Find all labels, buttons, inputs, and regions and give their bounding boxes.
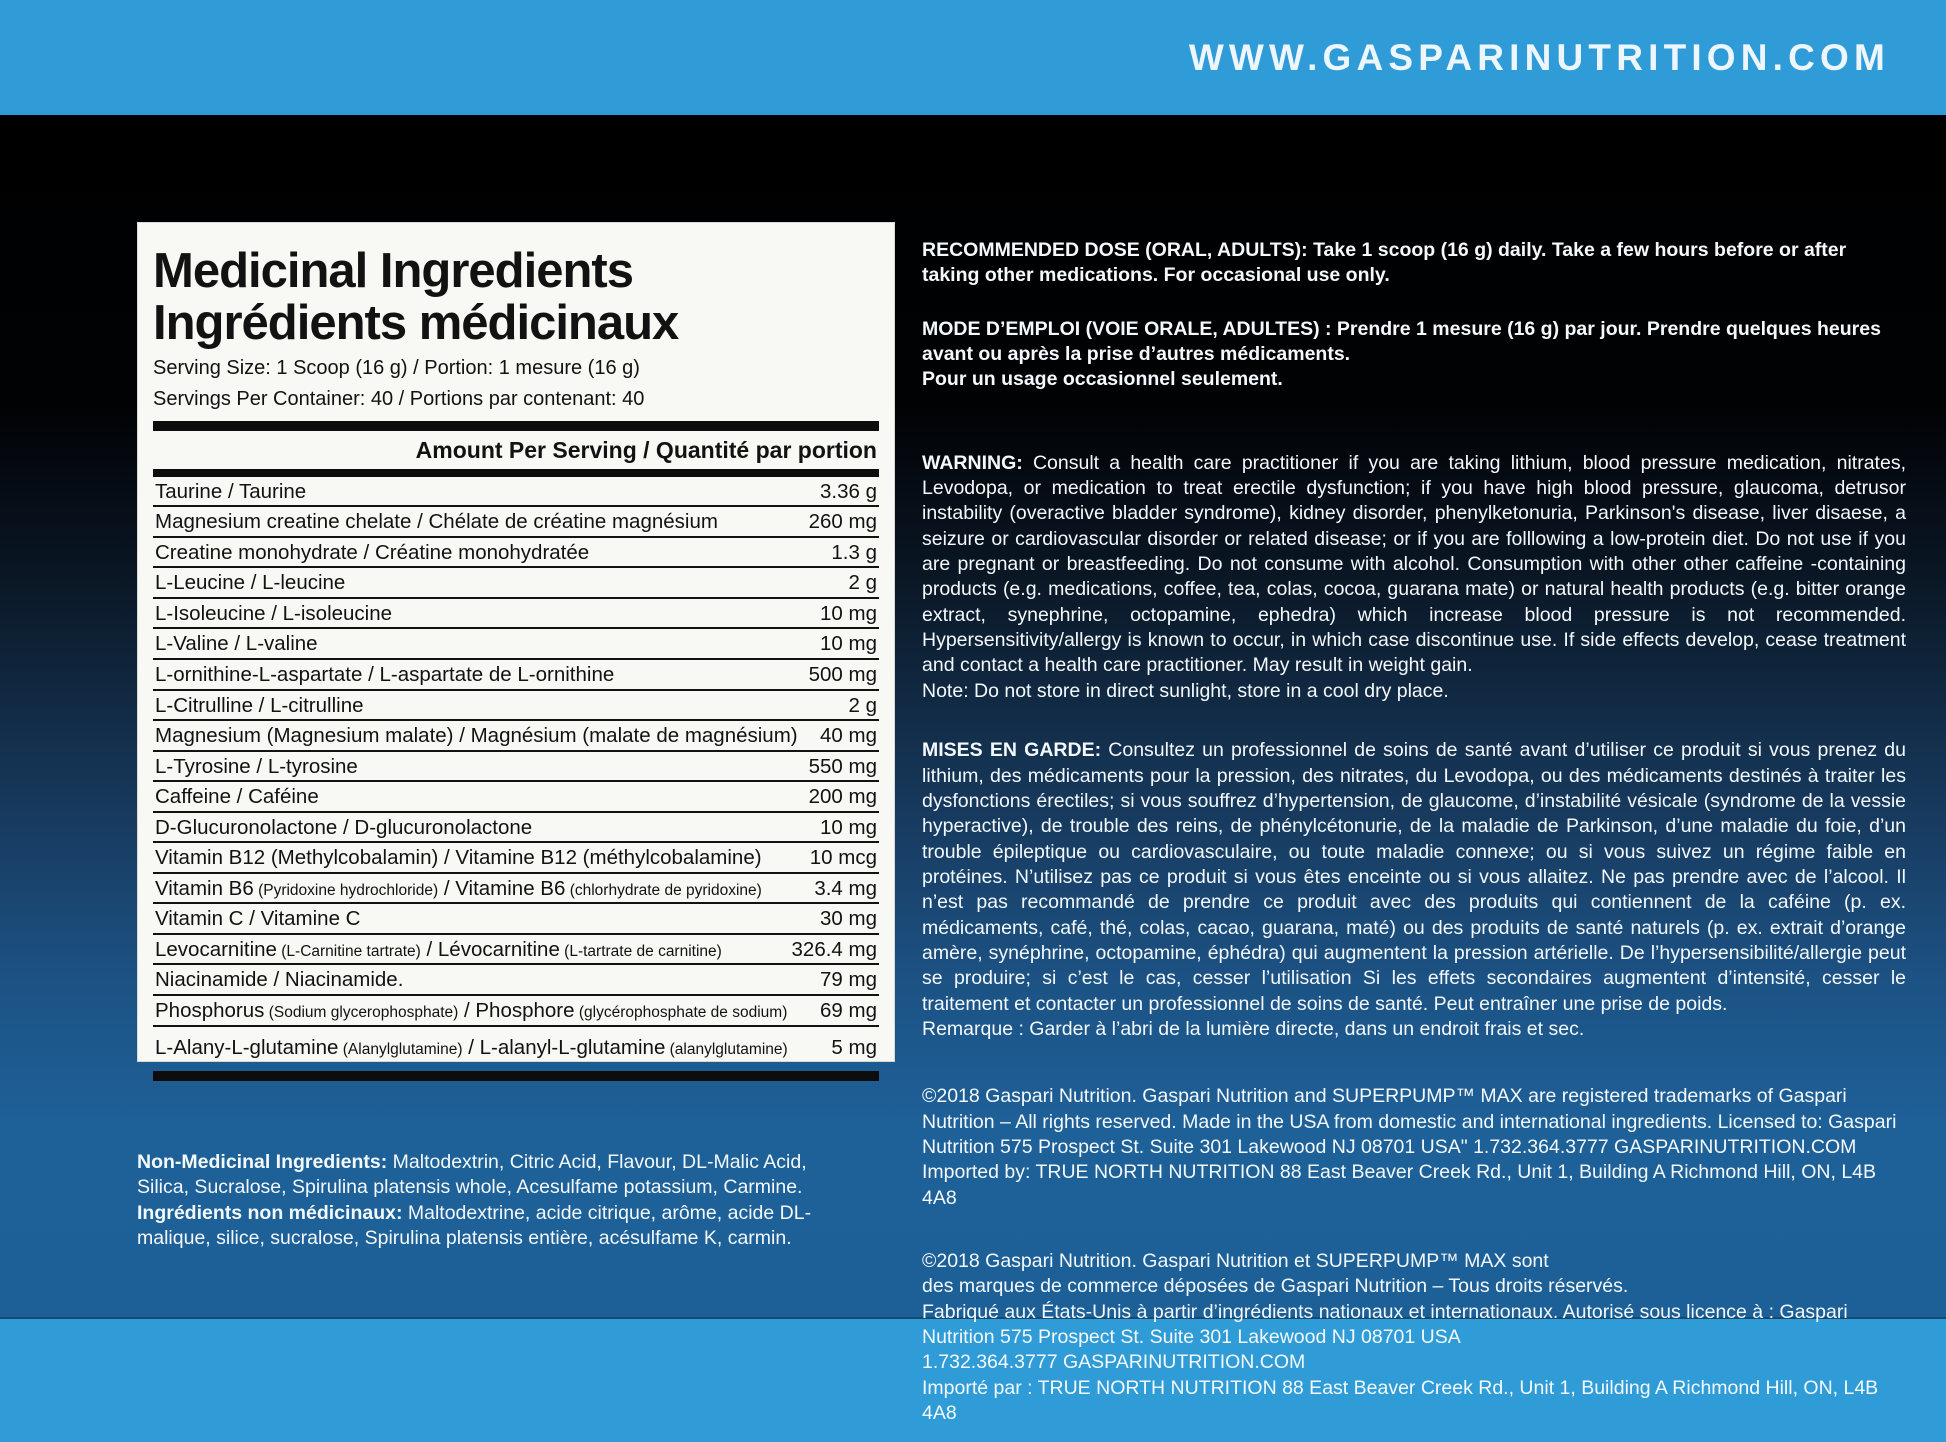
- ingredient-name: L-Leucine / L-leucine: [155, 571, 346, 595]
- recommended-dose-fr: [922, 317, 1906, 393]
- copyright-line: ©2018 Gaspari Nutrition. Gaspari Nutrition et SUPERPUMP™ MAX sont: [922, 1250, 1549, 1272]
- table-row: [153, 752, 879, 783]
- recommended-dose-en-text: Take 1 scoop (16 g) daily. Take a few hours before or after taking other medications. For occasional use only.: [922, 239, 1847, 287]
- ingredient-note: (glycérophosphate de sodium): [574, 1004, 788, 1022]
- copyright-line: Fabriqué aux États-Unis à partir d’ingrédients nationaux et internationaux. Autorisé sous licence à : Gaspari: [922, 1300, 1848, 1323]
- right-column: [922, 238, 1906, 1426]
- panel-title-fr: Ingrédients médicinaux: [153, 295, 679, 350]
- ingredient-amount: 69 mg: [820, 999, 877, 1023]
- ingredient-amount: 500 mg: [808, 663, 877, 686]
- ingredient-note: (alanylglutamine): [665, 1040, 788, 1058]
- ingredient-amount: 10 mcg: [809, 846, 877, 870]
- ingredient-amount: 200 mg: [808, 785, 877, 809]
- recommended-dose-fr-text: Prendre 1 mesure (16 g) par jour. Prendre quelques heures avant ou après la prise d’autres médicaments.: [922, 317, 1881, 366]
- ingredient-amount: 3.4 mg: [814, 876, 877, 900]
- top-banner: [0, 0, 1946, 115]
- ingredient-amount: 10 mg: [820, 815, 877, 839]
- table-row: [153, 691, 879, 722]
- amount-per-serving-header: Amount Per Serving / Quantité par portion: [415, 436, 877, 463]
- ingredient-name: Phosphorus (Sodium glycerophosphate) / Phosphore (glycérophosphate de sodium): [155, 999, 788, 1023]
- ingredient-amount: 30 mg: [820, 907, 877, 931]
- ingredient-amount: 550 mg: [808, 754, 877, 778]
- ingredient-amount: 1.3 g: [831, 540, 877, 564]
- table-row: [153, 568, 879, 599]
- ingredient-name: Caffeine / Caféine: [155, 785, 319, 809]
- serving-size: Serving Size: 1 Scoop (16 g) / Portion: 1 mesure (16 g): [153, 356, 640, 379]
- copyright-line: Importé par : TRUE NORTH NUTRITION 88 East Beaver Creek Rd., Unit 1, Building A Richmond Hill, ON, L4B 4A8: [922, 1376, 1879, 1425]
- warning-fr-note: Remarque : Garder à l’abri de la lumière directe, dans un endroit frais et sec.: [922, 1017, 1585, 1040]
- table-row: [153, 1027, 879, 1068]
- copyright-fr: [922, 1249, 1906, 1426]
- ingredient-name: Vitamin C / Vitamine C: [155, 907, 361, 931]
- ingredient-name: Magnesium (Magnesium malate) / Magnésium (malate de magnésium): [155, 724, 798, 748]
- ingredient-amount: 2 g: [848, 571, 877, 595]
- table-row: [153, 996, 879, 1027]
- table-row: [153, 477, 879, 508]
- ingredient-name: D-Glucuronolactone / D-glucuronolactone: [155, 815, 533, 839]
- table-row: [153, 965, 879, 996]
- copyright-en: [922, 1084, 1906, 1211]
- ingredient-name: L-ornithine-L-aspartate / L-aspartate de L-ornithine: [155, 663, 615, 686]
- warning-en: [922, 451, 1906, 704]
- non-medicinal-fr-label: Ingrédients non médicinaux:: [137, 1201, 403, 1224]
- recommended-dose-fr-line2: Pour un usage occasionnel seulement.: [922, 368, 1283, 391]
- ingredient-name: L-Isoleucine / L-isoleucine: [155, 601, 393, 625]
- ingredient-note: (Pyridoxine hydrochloride): [253, 881, 439, 899]
- divider-bar-bottom: [153, 1071, 879, 1081]
- warning-fr-text: Consultez un professionnel de soins de santé avant d’utiliser ce produit si vous prenez du lithium, des médicaments pour la pression, des nitrates, du Levodopa, ou des médicaments destinés à traiter les dysfonctions érectiles; si vous souffrez d’hypertension, de glaucome, d’instabilité vésicale (syndrome de la vessie hyperactive), de trouble des reins, de phénylcétonurie, de la maladie de Parkinson, d’une maladie du foie, d’un trouble épileptique ou cardiovasculaire, ou toute maladie connexe; ou si vous suivez un régime faible en protéines. N’utilisez pas ce produit si vous êtes enceinte ou si vous allaitez. Ne pas prendre avec de l’alcool. Il n’est pas recommandé de prendre ce produit avec des produits qui contiennent de la caféine (p. ex. médicaments, café, thé, colas, cacao, guarana, maté) ou des produits de santé naturels (p. ex. extrait d’orange amère, synéphrine, octopamine, éphédra) qui augmentent la pression artérielle. De l’hypersensibilité/allergie peut se produire; si c’est le cas, cesser l’utilisation Si les effets secondaires augmentent d’intensité, cesser le traitement et contacter un professionnel de soins de santé. Peut entraîner une prise de poids.: [922, 739, 1906, 1015]
- ingredient-amount: 79 mg: [820, 968, 877, 992]
- ingredient-amount: 326.4 mg: [791, 937, 877, 961]
- warning-fr: [922, 738, 1906, 1042]
- recommended-dose-en: [922, 238, 1906, 289]
- ingredient-amount: 10 mg: [820, 601, 877, 625]
- table-row: [153, 599, 879, 630]
- copyright-line: Imported by: TRUE NORTH NUTRITION 88 East Beaver Creek Rd., Unit 1, Building A Richmond Hill, ON, L4B 4A8: [922, 1161, 1877, 1209]
- ingredient-amount: 260 mg: [808, 510, 877, 534]
- panel-title-en: Medicinal Ingredients: [153, 244, 633, 298]
- ingredient-amount: 10 mg: [820, 632, 877, 656]
- medicinal-ingredients-panel: [137, 222, 895, 1062]
- table-row: [153, 904, 879, 935]
- recommended-dose-en-label: RECOMMENDED DOSE (ORAL, ADULTS):: [922, 239, 1308, 261]
- copyright-line: ©2018 Gaspari Nutrition. Gaspari Nutrition and SUPERPUMP™ MAX are registered trademarks of Gaspari: [922, 1085, 1847, 1108]
- non-medicinal-fr-text: Maltodextrine, acide citrique, arôme, acide DL-malique, silice, sucralose, Spirulina platensis entière, acésulfame K, carmin.: [137, 1201, 812, 1250]
- ingredient-name: Levocarnitine (L-Carnitine tartrate) / Lévocarnitine (L-tartrate de carnitine): [155, 937, 722, 961]
- ingredient-name: L-Alany-L-glutamine (Alanylglutamine) / L-alanyl-L-glutamine (alanylglutamine): [155, 1035, 788, 1059]
- ingredient-amount: 40 mg: [820, 724, 877, 748]
- ingredient-name: Vitamin B6 (Pyridoxine hydrochloride) / Vitamine B6 (chlorhydrate de pyridoxine): [155, 876, 762, 900]
- non-medicinal-ingredients: [137, 1150, 837, 1251]
- table-row: [153, 935, 879, 966]
- ingredient-note: (Sodium glycerophosphate): [264, 1004, 459, 1022]
- copyright-line: des marques de commerce déposées de Gaspari Nutrition – Tous droits réservés.: [922, 1275, 1629, 1298]
- ingredient-name: L-Tyrosine / L-tyrosine: [155, 754, 358, 778]
- ingredient-note: (L-tartrate de carnitine): [559, 942, 722, 960]
- servings-per-container: Servings Per Container: 40 / Portions par contenant: 40: [153, 388, 645, 411]
- ingredient-amount: 5 mg: [831, 1035, 877, 1059]
- recommended-dose-fr-label: MODE D’EMPLOI (VOIE ORALE, ADULTES) :: [922, 317, 1332, 340]
- non-medicinal-en-text: Maltodextrin, Citric Acid, Flavour, DL-Malic Acid, Silica, Sucralose, Spirulina platensis whole, Acesulfame potassium, Carmine.: [137, 1151, 807, 1199]
- ingredient-note: (L-Carnitine tartrate): [276, 942, 421, 960]
- table-row: [153, 660, 879, 691]
- ingredient-note: (Alanylglutamine): [338, 1040, 463, 1058]
- ingredient-name: L-Valine / L-valine: [155, 632, 318, 656]
- website-url: WWW.GASPARINUTRITION.COM: [1188, 36, 1890, 78]
- table-row: [153, 874, 879, 905]
- ingredient-name: Vitamin B12 (Methylcobalamin) / Vitamine B12 (méthylcobalamine): [155, 846, 762, 870]
- copyright-line: Nutrition 575 Prospect St. Suite 301 Lakewood NJ 08701 USA" 1.732.364.3777 GASPARINUTRITION.COM: [922, 1135, 1857, 1158]
- table-row: [153, 813, 879, 844]
- divider-bar-top: [153, 421, 879, 431]
- table-row: [153, 782, 879, 813]
- warning-en-note: Note: Do not store in direct sunlight, store in a cool dry place.: [922, 679, 1449, 702]
- table-row: [153, 721, 879, 752]
- copyright-line: Nutrition – All rights reserved. Made in the USA from domestic and international ingredients. Licensed to: Gaspari: [922, 1110, 1897, 1133]
- ingredient-name: Magnesium creatine chelate / Chélate de créatine magnésium: [155, 510, 718, 534]
- copyright-line: Nutrition 575 Prospect St. Suite 301 Lakewood NJ 08701 USA: [922, 1326, 1461, 1349]
- ingredient-amount: 3.36 g: [820, 479, 877, 503]
- table-row: [153, 629, 879, 660]
- ingredient-name: L-Citrulline / L-citrulline: [155, 693, 364, 717]
- warning-en-text: Consult a health care practitioner if you are taking lithium, blood pressure medication, nitrates, Levodopa, or medication to treat erectile dysfunction; if you have high blood pressure, glaucoma, detrusor instability (overactive bladder syndrome), kidney disorder, phenylketonuria, Parkinson's disease, liver disaese, a seizure or cardiovascular disorder or related disease; or if you are folllowing a low-protein diet. Do not use if you are pregnant or breastfeeding. Do not consume with alcohol. Consumption with other other caffeine -containing products (e.g. medications, coffee, tea, colas, cocoa, guarana mate) or natural health products (e.g. bitter orange extract, synephrine, octopamine, ephedra) which increase blood pressure is not recommended. Hypersensitivity/allergy is known to occur, in which case discontinue use. If side effects develop, cease treatment and contact a health care practitioner. May result in weight gain.: [922, 451, 1906, 677]
- ingredient-name: Creatine monohydrate / Créatine monohydratée: [155, 540, 590, 564]
- ingredient-name: Niacinamide / Niacinamide.: [155, 968, 404, 992]
- warning-fr-label: MISES EN GARDE:: [922, 739, 1102, 762]
- ingredient-amount: 2 g: [848, 693, 877, 717]
- table-row: [153, 507, 879, 538]
- divider-bar-header: [153, 469, 879, 477]
- ingredient-table: [153, 477, 879, 1067]
- table-row: [153, 538, 879, 569]
- ingredient-note: (chlorhydrate de pyridoxine): [565, 881, 762, 899]
- ingredient-name: Taurine / Taurine: [155, 479, 307, 503]
- table-row: [153, 843, 879, 874]
- copyright-line: 1.732.364.3777 GASPARINUTRITION.COM: [922, 1351, 1306, 1374]
- non-medicinal-en-label: Non-Medicinal Ingredients:: [137, 1151, 388, 1173]
- warning-en-label: WARNING:: [922, 451, 1023, 474]
